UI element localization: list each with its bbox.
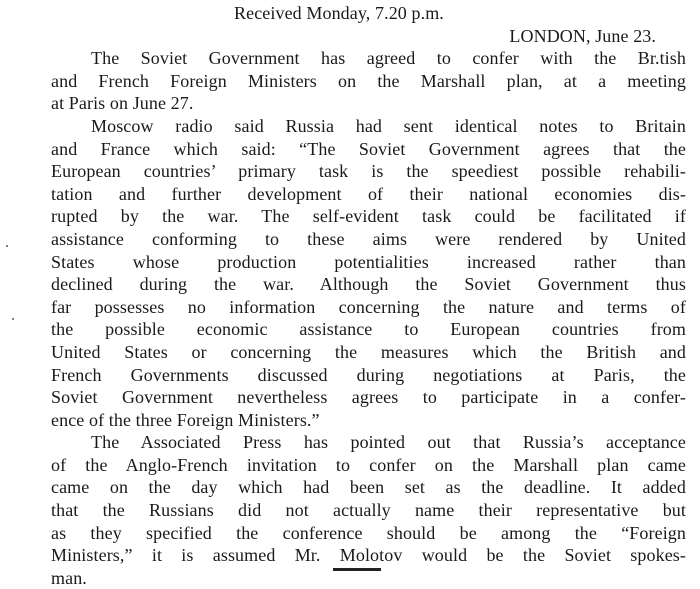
text-line: Soviet Government nevertheless agrees to participate in a confer- <box>51 387 686 408</box>
text-line: The Soviet Government has agreed to confer with the Br.tish <box>91 48 686 69</box>
print-speck <box>12 318 14 320</box>
paragraph-2 <box>51 115 686 431</box>
dateline: LONDON, June 23. <box>509 25 656 46</box>
text-line: at Paris on June 27. <box>51 93 194 114</box>
print-speck <box>6 245 8 247</box>
text-line: European countries’ primary task is the speediest possible rehabili- <box>51 161 686 182</box>
section-divider <box>333 568 381 571</box>
text-line: Moscow radio said Russia had sent identical notes to Britain <box>91 115 686 136</box>
text-line: rupted by the war. The self-evident task could be facilitated if <box>51 206 686 227</box>
text-line: far possesses no information concerning the nature and terms of <box>51 296 686 317</box>
text-line: The Associated Press has pointed out that Russia’s acceptance <box>91 432 686 453</box>
text-line: the possible economic assistance to European countries from <box>51 319 686 340</box>
text-line: and France which said: “The Soviet Government agrees that the <box>51 138 686 159</box>
text-line: as they specified the conference should be among the “Foreign <box>51 522 686 543</box>
text-line: ence of the three Foreign Ministers.” <box>51 409 320 430</box>
text-line: tation and further development of their national economies dis- <box>51 183 686 204</box>
text-line: French Governments discussed during negotiations at Paris, the <box>51 364 686 385</box>
text-line: United States or concerning the measures which the British and <box>51 341 686 362</box>
text-line: came on the day which had been set as the deadline. It added <box>51 477 686 498</box>
text-line: assistance conforming to these aims were rendered by United <box>51 228 686 249</box>
paragraph-1 <box>51 47 686 115</box>
text-line: man. <box>51 567 87 588</box>
text-line: that the Russians did not actually name their representative but <box>51 500 686 521</box>
text-line: States whose production potentialities increased rather than <box>51 251 686 272</box>
text-line: declined during the war. Although the Soviet Government thus <box>51 274 686 295</box>
text-line: and French Foreign Ministers on the Marshall plan, at a meeting <box>51 70 686 91</box>
text-line: Ministers,” it is assumed Mr. Molotov would be the Soviet spokes- <box>51 545 686 566</box>
paragraph-3 <box>51 431 686 589</box>
news-article <box>51 2 686 589</box>
text-line: of the Anglo-French invitation to confer on the Marshall plan came <box>51 454 686 475</box>
received-time: Received Monday, 7.20 p.m. <box>234 3 444 23</box>
